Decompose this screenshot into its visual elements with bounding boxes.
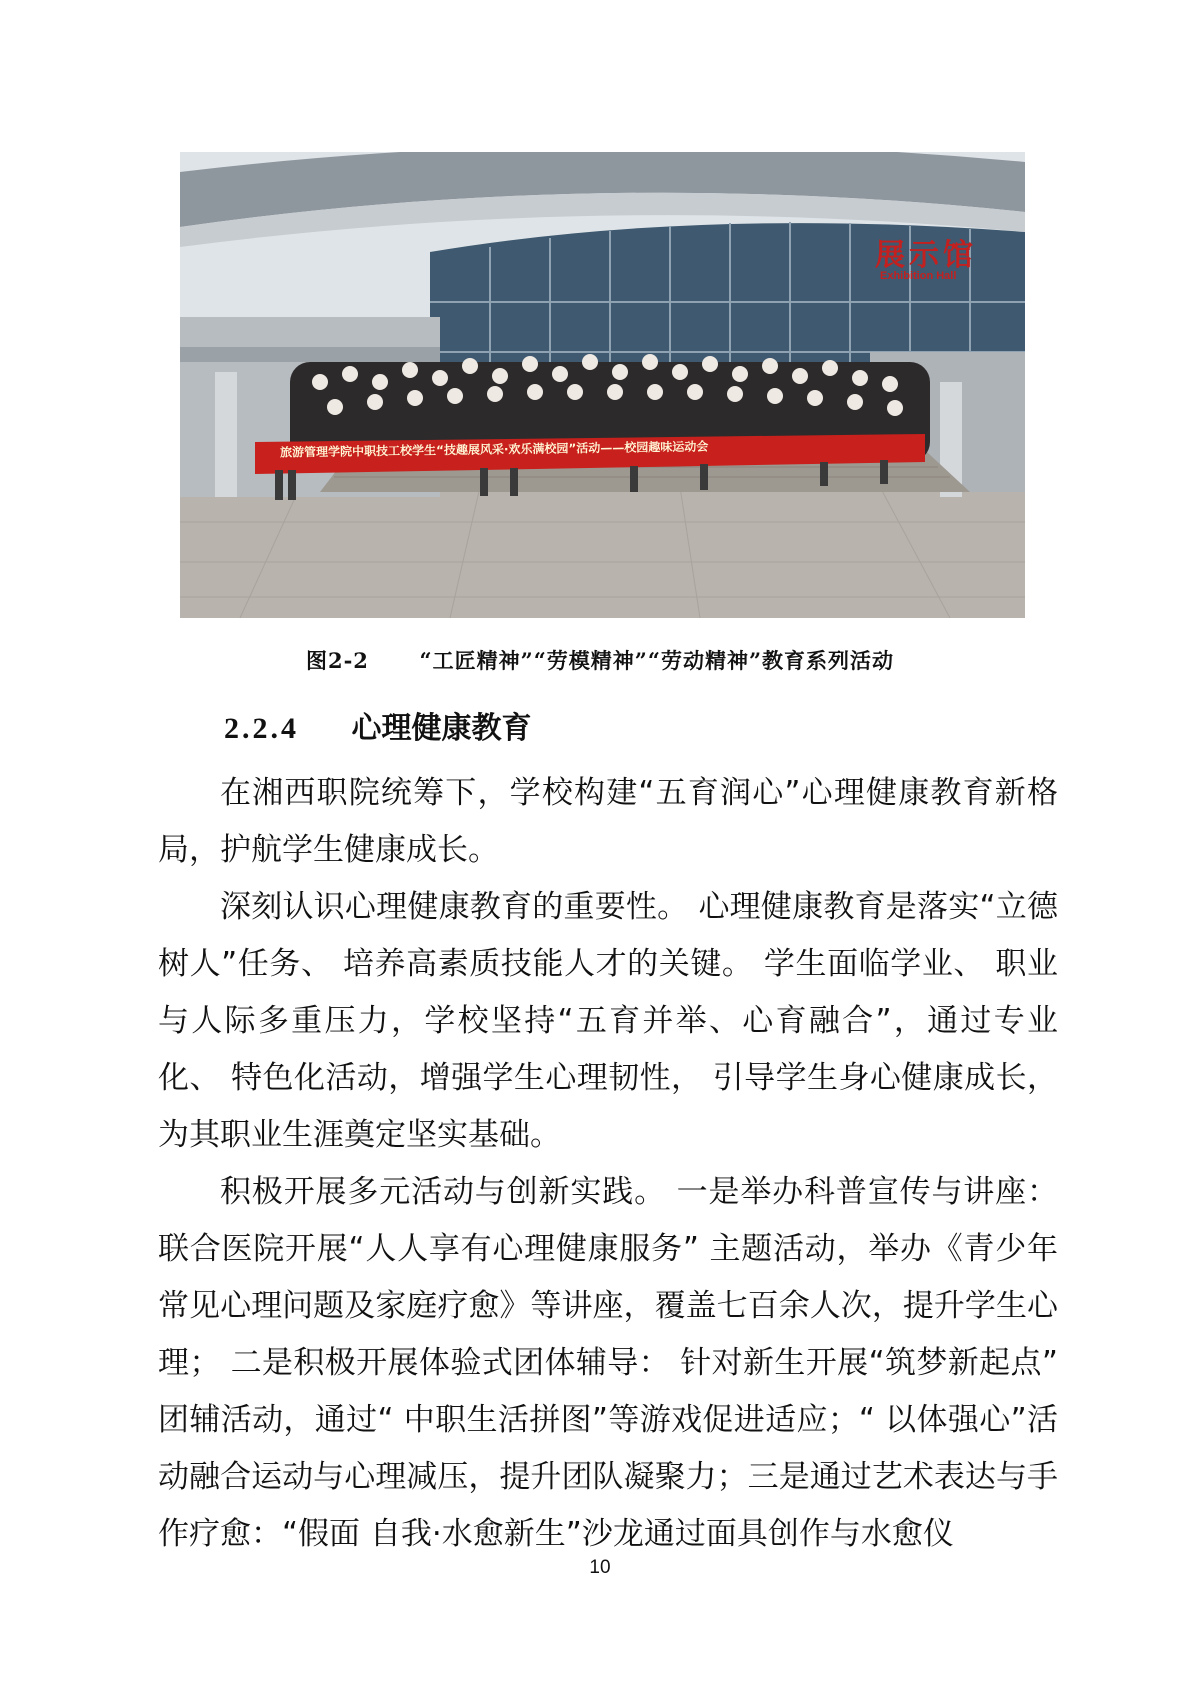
section-heading xyxy=(224,703,531,747)
building-sign: 展示馆 xyxy=(875,238,977,273)
paragraph: 深刻认识心理健康教育的重要性。 心理健康教育是落实“立德树人”任务、 培养高素质技能人才的关键。 学生面临学业、 职业与人际多重压力，学校坚持“五育并举、心育融合”，通过专业化、 特色化活动，增强学生心理韧性， 引导学生身心健康成长，为其职业生涯奠定坚实基础。 xyxy=(158,889,1058,1153)
paragraph: 积极开展多元活动与创新实践。 一是举办科普宣传与讲座：联合医院开展“人人享有心理健康服务” 主题活动，举办《青少年常见心理问题及家庭疗愈》等讲座，覆盖七百余人次，提升学生心理； 二是积极开展体验式团体辅导： 针对新生开展“筑梦新起点” 团辅活动，通过“ 中职生活拼图”等游戏促进适应；“ 以体强心”活动融合运动与心理减压，提升团队凝聚力；三是通过艺术表达与手作疗愈：“假面 自我·水愈新生”沙龙通过面具创作与水愈仪 xyxy=(158,1174,1058,1552)
section-title: 心理健康教育 xyxy=(351,711,532,746)
figure-caption-text: “工匠精神”“劳模精神”“劳动精神”教育系列活动 xyxy=(419,648,895,673)
page-number: 10 xyxy=(589,1557,611,1578)
group-photo-illustration xyxy=(180,152,1025,618)
paragraph: 在湘西职院统筹下，学校构建“五育润心”心理健康教育新格局，护航学生健康成长。 xyxy=(158,775,1058,868)
section-number: 2.2.4 xyxy=(224,712,299,745)
group-photo xyxy=(180,152,1025,618)
building-sign-en: Exhibition Hall xyxy=(880,270,957,282)
banner-text: 旅游管理学院中职技工校学生“技趣展风采·欢乐满校园”活动——校园趣味运动会 xyxy=(279,439,709,460)
figure-caption xyxy=(0,645,1200,675)
figure-caption-label: 图2-2 xyxy=(305,648,369,673)
body-text xyxy=(158,765,1058,1563)
